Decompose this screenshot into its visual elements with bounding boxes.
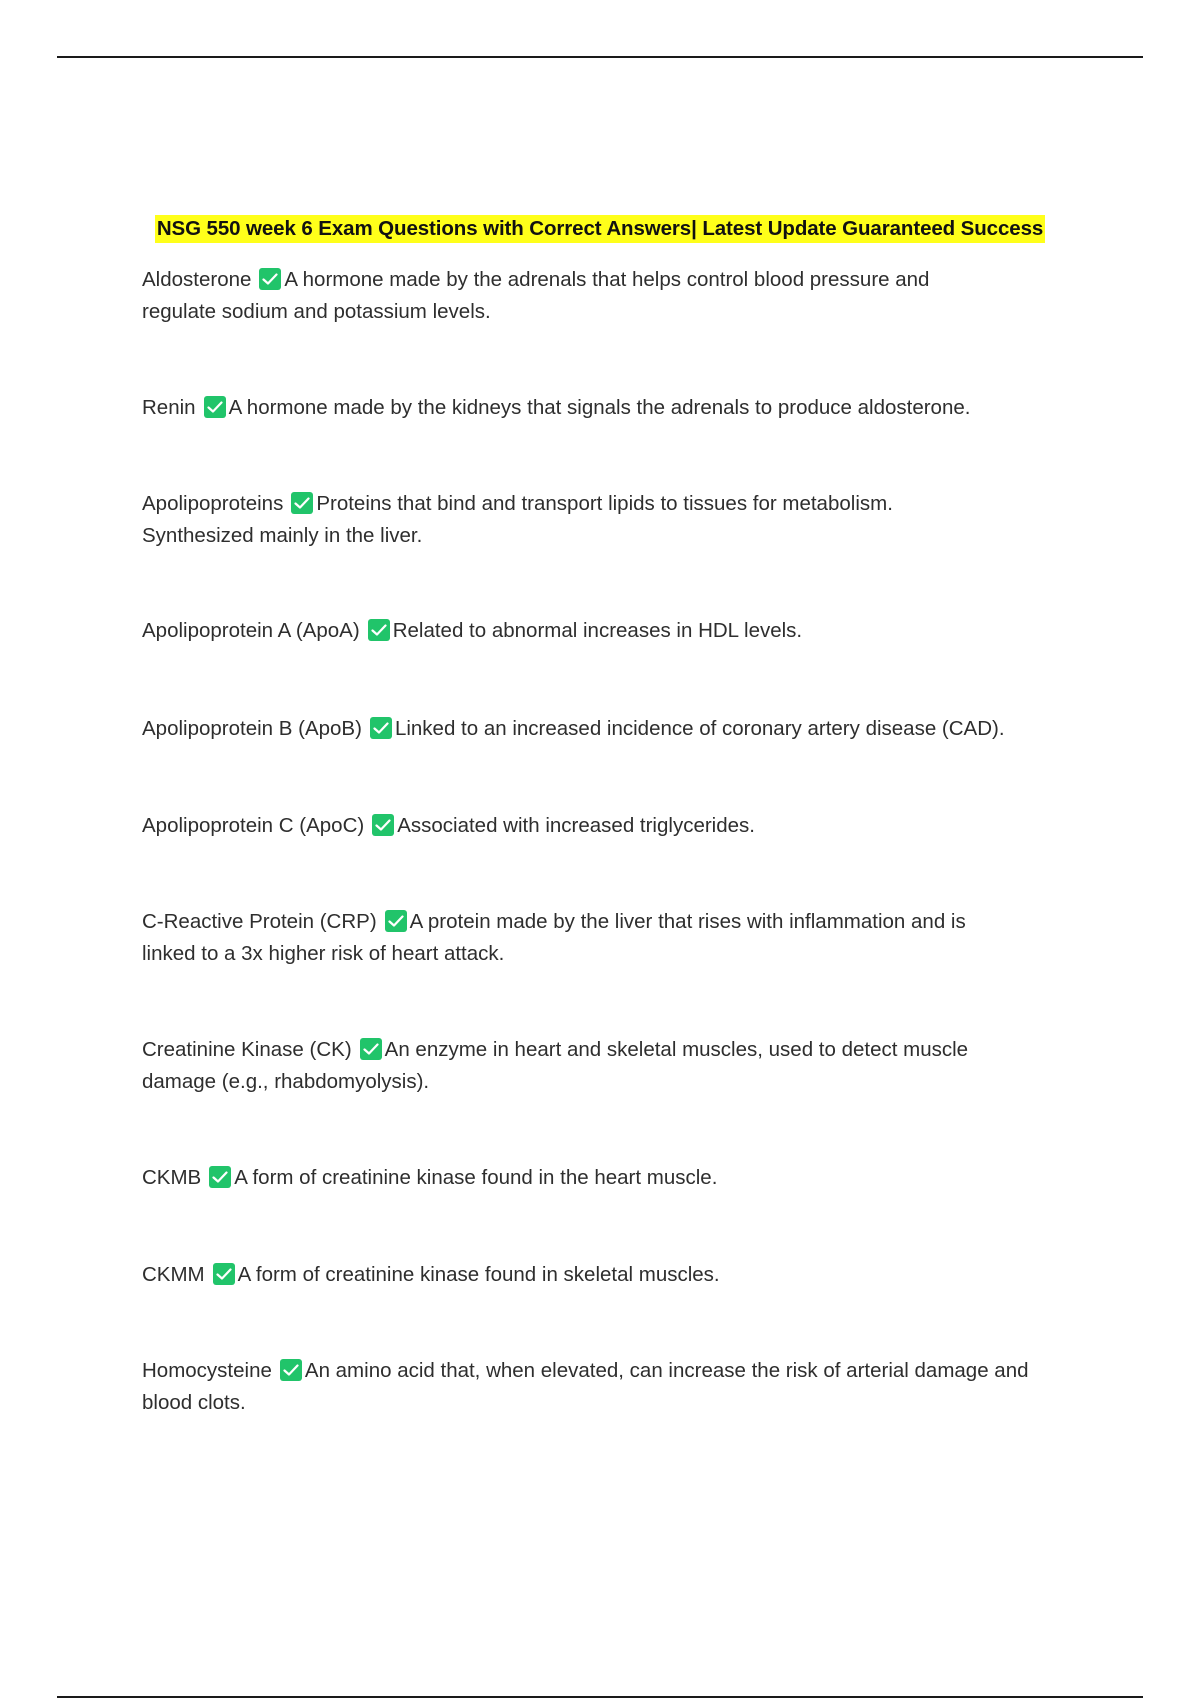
entry-term: Creatinine Kinase (CK): [142, 1038, 352, 1061]
entry-definition: A hormone made by the adrenals that helps control blood pressure and regulate sodium and potassium levels.: [142, 268, 930, 323]
qa-entry-ck: [142, 1034, 1012, 1097]
check-mark-icon: [280, 1359, 302, 1381]
check-mark-icon: [291, 492, 313, 514]
entry-term: Apolipoprotein B (ApoB): [142, 717, 362, 740]
entry-definition: An amino acid that, when elevated, can increase the risk of arterial damage and blood clots.: [142, 1359, 1029, 1414]
check-mark-icon: [213, 1263, 235, 1285]
entry-term: Apolipoprotein C (ApoC): [142, 814, 365, 837]
entry-definition: A hormone made by the kidneys that signals the adrenals to produce aldosterone.: [228, 396, 971, 419]
entry-definition: A protein made by the liver that rises with inflammation and is linked to a 3x higher risk of heart attack.: [142, 910, 966, 965]
highlighted-title-text: NSG 550 week 6 Exam Questions with Correct Answers| Latest Update Guaranteed Success: [155, 215, 1045, 243]
entry-definition: Linked to an increased incidence of coronary artery disease (CAD).: [394, 717, 1005, 740]
qa-entry-ckmm: [142, 1259, 1062, 1291]
qa-entry-apoc: [142, 810, 1062, 842]
check-mark-icon: [204, 396, 226, 418]
check-mark-icon: [368, 619, 390, 641]
entry-term: Aldosterone: [142, 268, 252, 291]
qa-entry-apoa: [142, 615, 1062, 647]
entry-definition: An enzyme in heart and skeletal muscles, used to detect muscle damage (e.g., rhabdomyolysis).: [142, 1038, 969, 1093]
qa-entry-apolipoproteins: [142, 488, 982, 551]
entry-definition: Proteins that bind and transport lipids to tissues for metabolism. Synthesized mainly in the liver.: [142, 492, 893, 547]
entry-definition: Associated with increased triglycerides.: [397, 814, 755, 837]
qa-entry-homocysteine: [142, 1355, 1047, 1418]
qa-entry-apob: [142, 713, 1062, 745]
qa-entry-ckmb: [142, 1162, 1062, 1194]
check-mark-icon: [385, 910, 407, 932]
entry-definition: Related to abnormal increases in HDL levels.: [392, 619, 803, 642]
document-title: [0, 215, 1200, 243]
entry-term: Renin: [142, 396, 196, 419]
entry-definition: A form of creatinine kinase found in the heart muscle.: [234, 1166, 718, 1189]
check-mark-icon: [372, 814, 394, 836]
entry-term: C-Reactive Protein (CRP): [142, 910, 377, 933]
footer-rule: [57, 1696, 1143, 1698]
entry-term: CKMM: [142, 1263, 205, 1286]
check-mark-icon: [370, 717, 392, 739]
qa-entry-crp: [142, 906, 1022, 969]
check-mark-icon: [360, 1038, 382, 1060]
entry-term: CKMB: [142, 1166, 202, 1189]
check-mark-icon: [209, 1166, 231, 1188]
qa-entry-renin: [142, 392, 1062, 424]
header-rule: [57, 56, 1143, 58]
qa-entry-aldosterone: [142, 264, 1002, 327]
entry-term: Apolipoproteins: [142, 492, 284, 515]
entry-term: Homocysteine: [142, 1359, 272, 1382]
entry-definition: A form of creatinine kinase found in skeletal muscles.: [237, 1263, 720, 1286]
check-mark-icon: [259, 268, 281, 290]
entry-term: Apolipoprotein A (ApoA): [142, 619, 360, 642]
